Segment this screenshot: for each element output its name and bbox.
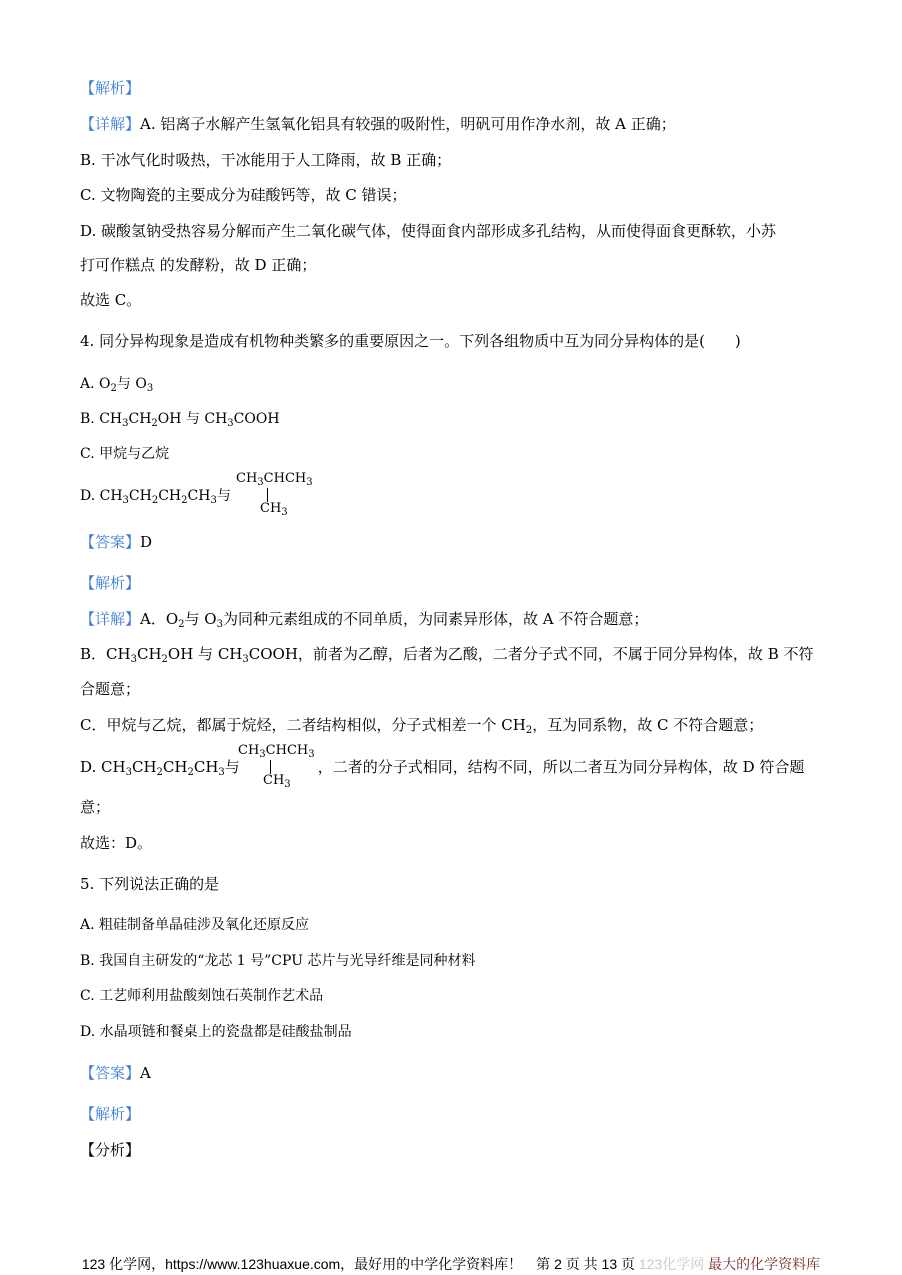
watermark-slogan: 最大的化学资料库	[708, 1256, 821, 1272]
analysis-tag-3: 【解析】	[80, 1105, 141, 1123]
option-4a: A. $O_2$与 $O_3$	[80, 376, 154, 394]
watermark-logo: 123化学网	[638, 1256, 705, 1272]
option-5b: B. 我国自主研发的“龙芯 1 号”CPU 芯片与光导纤维是同种材料	[80, 953, 476, 969]
detail-3d-line2: 打可作糕点 的发酵粉，故 D 正确；	[80, 256, 317, 274]
detail-4c: C．甲烷与乙烷，都属于烷烃，二者结构相似，分子式相差一个 $CH_2$，互为同系物，故 C 不符合题意；	[80, 716, 764, 736]
footer-text: 123 化学网，https://www.123huaxue.com，最好用的中学化学资料库！ 第 2 页 共 13 页	[81, 1256, 635, 1272]
structural-formula-isobutane-2: $CH_3CHCH_3$ $CH_3$	[238, 743, 315, 790]
detail-4d-line1: D. $CH_3CH_2CH_2CH_3$与 ，二者的分子式相同，结构不同，所以二者互为同分异构体，故 D 符合题	[80, 758, 805, 778]
question-4: 4. 同分异构现象是造成有机物种类繁多的重要原因之一。下列各组物质中互为同分异构体的是( )	[80, 332, 741, 350]
option-4b: B. $CH_3CH_2OH$ 与 $CH_3COOH$	[80, 411, 280, 429]
conclusion-4: 故选：D。	[80, 834, 153, 852]
analysis-tag-2: 【解析】	[80, 574, 141, 592]
detail-4d-line2: 意；	[80, 798, 111, 816]
option-5c: C. 工艺师利用盐酸刻蚀石英制作艺术品	[80, 988, 324, 1004]
detail-tag: 【详解】	[80, 115, 141, 133]
structural-formula-isobutane: $CH_3CHCH_3$ $CH_3$	[236, 471, 313, 518]
detail-4b-line2: 合题意；	[80, 680, 141, 698]
answer-4: 【答案】D	[80, 533, 153, 551]
detail-paragraph-3a: 【详解】A. 铝离子水解产生氢氧化铝具有较强的吸附性，明矾可用作净水剂，故 A 正确；	[80, 115, 676, 133]
detail-3d-line1: D. 碳酸氢钠受热容易分解而产生二氧化碳气体，使得面食内部形成多孔结构，从而使得面食更酥软，小苏	[80, 222, 777, 240]
detail-3c: C. 文物陶瓷的主要成分为硅酸钙等，故 C 错误；	[80, 186, 407, 204]
conclusion-3: 故选 C。	[80, 291, 142, 309]
option-4c: C. 甲烷与乙烷	[80, 446, 170, 462]
question-5: 5. 下列说法正确的是	[80, 875, 220, 893]
option-4d: D. $CH_3CH_2CH_2CH_3$与	[80, 488, 231, 506]
option-5d: D. 水晶项链和餐桌上的瓷盘都是硅酸盐制品	[80, 1024, 352, 1040]
bond-line	[267, 488, 268, 502]
analysis-subtag: 【分析】	[80, 1141, 141, 1159]
option-5a: A. 粗硅制备单晶硅涉及氧化还原反应	[80, 917, 310, 933]
detail-4b-line1: B．$CH_3CH_2OH$ 与 $CH_3COOH$，前者为乙醇，后者为乙酸，二者分子式不同，不属于同分异构体，故 B 不符	[80, 645, 814, 665]
bond-line	[270, 760, 271, 774]
answer-5: 【答案】A	[80, 1064, 151, 1082]
page-footer	[0, 1254, 902, 1274]
detail-3b: B. 干冰气化时吸热，干冰能用于人工降雨，故 B 正确；	[80, 151, 452, 169]
detail-4a: 【详解】A．$O_2$与 $O_3$为同种元素组成的不同单质，为同素异形体，故 A 不符合题意；	[80, 610, 649, 630]
analysis-tag: 【解析】	[80, 79, 141, 97]
answer-tag: 【答案】	[80, 533, 141, 551]
